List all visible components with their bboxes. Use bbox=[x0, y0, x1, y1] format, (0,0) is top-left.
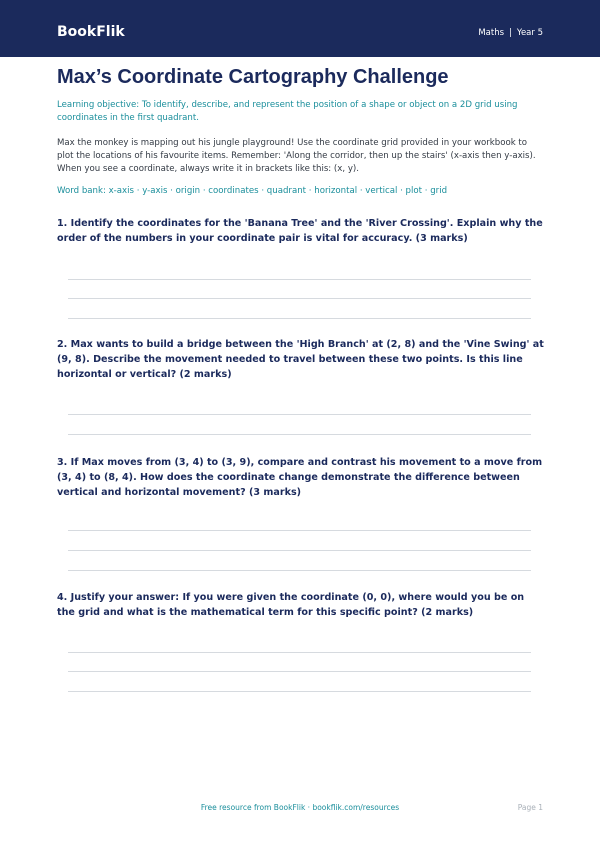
answer-line-q4-2[interactable] bbox=[68, 671, 531, 672]
question-1: 1. Identify the coordinates for the 'Banana Tree' and the 'River Crossing'. Explain why the order of the numbers in your coordinate pair is vital for accuracy. (3 marks) bbox=[57, 218, 543, 244]
intro-paragraph: Max the monkey is mapping out his jungle playground! Use the coordinate grid provided in your workbook to plot the locations of his favourite items. Remember: 'Along the corridor, then up the stairs' (x-axis then y-axis). When you see a coordinate, always write it in brackets like this: (x, y). bbox=[57, 138, 536, 174]
answer-line-q3-1[interactable] bbox=[68, 530, 531, 531]
answer-line-q2-1[interactable] bbox=[68, 414, 531, 415]
meta-separator: | bbox=[509, 28, 512, 38]
worksheet-title: Max’s Coordinate Cartography Challenge bbox=[57, 66, 449, 88]
answer-line-q2-2[interactable] bbox=[68, 434, 531, 435]
footer-text[interactable]: Free resource from BookFlik · bookflik.com/resources bbox=[200, 803, 400, 812]
brand-logo-text[interactable]: BookFlik bbox=[57, 24, 125, 40]
answer-line-q3-2[interactable] bbox=[68, 550, 531, 551]
question-4: 4. Justify your answer: If you were given the coordinate (0, 0), where would you be on the grid and what is the mathematical term for this specific point? (2 marks) bbox=[57, 592, 525, 618]
answer-line-q1-2[interactable] bbox=[68, 298, 531, 299]
question-3: 3. If Max moves from (3, 4) to (3, 9), compare and contrast his movement to a move from (3, 4) to (8, 4). How does the coordinate change demonstrate the difference between vertical and horizontal movement? (3 marks) bbox=[57, 457, 543, 498]
question-2: 2. Max wants to build a bridge between the 'High Branch' at (2, 8) and the 'Vine Swing' at (9, 8). Describe the movement needed to travel between these two points. Is this line horizontal or vertical? (2 marks) bbox=[57, 339, 544, 380]
learning-objective: Learning objective: To identify, describe, and represent the position of a shape or object on a 2D grid using coordinates in the first quadrant. bbox=[57, 100, 518, 123]
word-bank: Word bank: x-axis · y-axis · origin · coordinates · quadrant · horizontal · vertical · plot · grid bbox=[57, 186, 448, 196]
year-label: Year 5 bbox=[516, 28, 543, 38]
answer-line-q4-1[interactable] bbox=[68, 652, 531, 653]
answer-line-q3-3[interactable] bbox=[68, 570, 531, 571]
subject-label: Maths bbox=[478, 28, 505, 38]
header-bar bbox=[0, 0, 600, 57]
answer-line-q4-3[interactable] bbox=[68, 691, 531, 692]
subject-year-meta bbox=[478, 26, 543, 40]
answer-line-q1-1[interactable] bbox=[68, 279, 531, 280]
answer-line-q1-3[interactable] bbox=[68, 318, 531, 319]
page-number: Page 1 bbox=[517, 803, 543, 812]
